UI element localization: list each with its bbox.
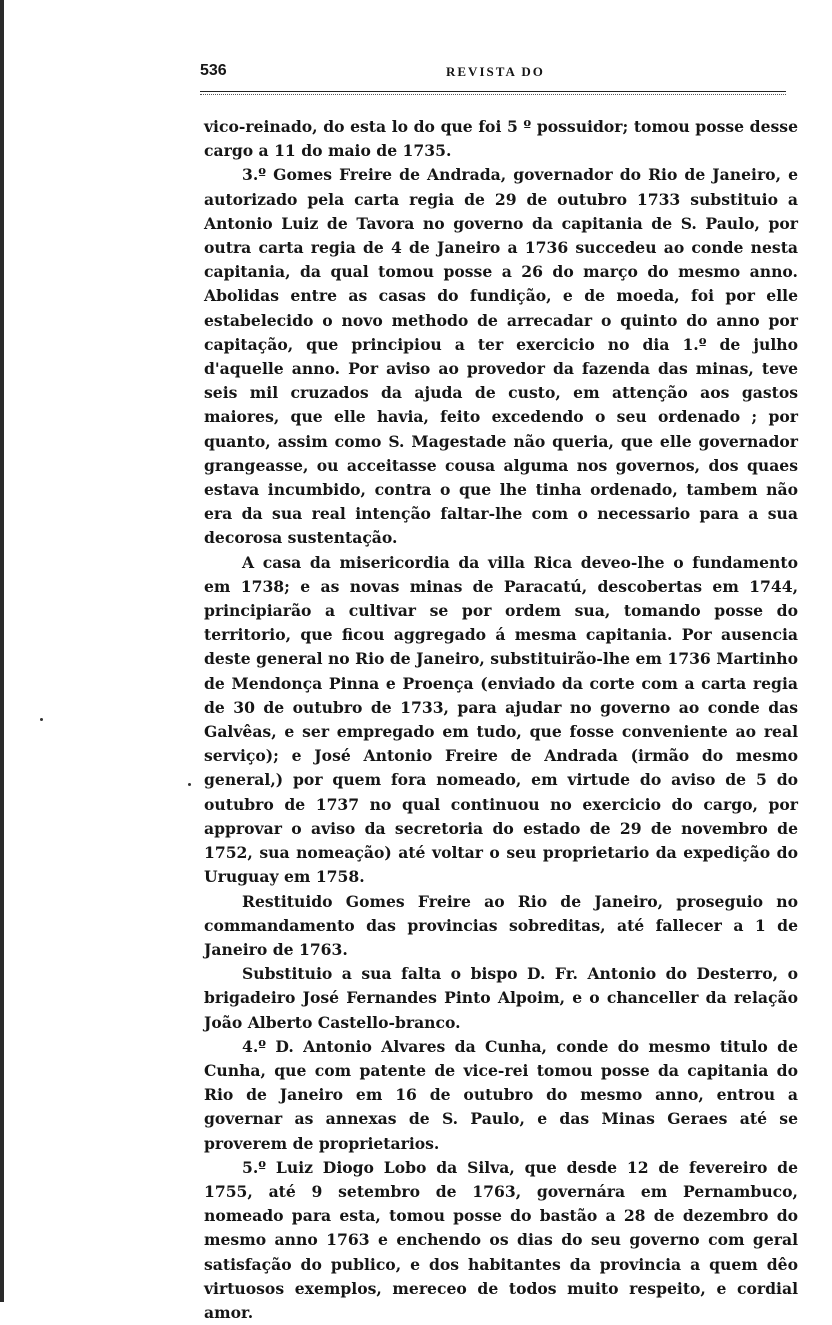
running-head: REVISTA DO — [446, 64, 545, 79]
paragraph: 5.º Luiz Diogo Lobo da Silva, que desde 12 de fevereiro de 1755, até 9 setembro de 1763, governára em Pernambuco, nomeado para esta, tomou posse do bastão a 28 de dezembro do mesmo anno 1763 e enchendo os dias do seu governo com geral satisfação do publico, e dos habitantes da provincia a quem dêo virtuosos exemplos, mereceo de todos muito respeito, e cordial amor. — [204, 1157, 798, 1322]
paragraph: 3.º Gomes Freire de Andrada, governador do Rio de Janeiro, e autorizado pela carta regia de 29 de outubro 1733 substituio a Antonio Luiz de Tavora no governo da capitania de S. Paulo, por outra carta regia de 4 de Janeiro a 1736 succedeu ao conde nesta capitania, da qual tomou posse a 26 do março do mesmo anno. Abolidas entre as casas do fundição, e de moeda, foi por elle estabelecido o novo methodo de arrecadar o quinto do anno por capitação, que principiou a ter exercicio no dia 1.º de julho d'aquelle anno. Por aviso ao provedor da fazenda das minas, teve seis mil cruzados da ajuda de custo, em attenção aos gastos maiores, que elle havia, feito excedendo o seu ordenado ; por quanto, assim como S. Magestade não queria, que elle governador grangeasse, ou acceitasse cousa alguma nos governos, dos quaes estava incumbido, contra o que lhe tinha ordenado, tambem não era da sua real intenção faltar-lhe com o necessario para a sua decorosa sustentação. — [204, 165, 798, 548]
header-rule — [200, 91, 786, 92]
page-binding-edge — [0, 0, 4, 1302]
paragraph: 4.º D. Antonio Alvares da Cunha, conde do mesmo titulo de Cunha, que com patente de vice-rei tomou posse da capitania do Rio de Janeiro em 16 de outubro do mesmo anno, entrou a governar as annexas de S. Paulo, e das Minas Geraes até se proverem de proprietarios. — [204, 1036, 798, 1153]
paragraph: Substituio a sua falta o bispo D. Fr. Antonio do Desterro, o brigadeiro José Fernandes Pinto Alpoim, e o chanceller da relação João Alberto Castello-branco. — [204, 964, 798, 1032]
header-rule-dotted — [200, 94, 786, 95]
paragraph: Restituido Gomes Freire ao Rio de Janeiro, proseguio no commandamento das provincias sobreditas, até fallecer a 1 de Janeiro de 1763. — [204, 891, 798, 959]
paragraph: vico-reinado, do esta lo do que foi 5 º possuidor; tomou posse desse cargo a 11 do maio de 1735. — [204, 117, 798, 161]
print-speck — [188, 783, 191, 786]
print-speck — [40, 718, 43, 721]
page-number: 536 — [200, 62, 227, 79]
page-header — [200, 62, 788, 86]
paragraph: A casa da misericordia da villa Rica deveo-lhe o fundamento em 1738; e as novas minas de Paracatú, descobertas em 1744, principiarão a cultivar se por ordem sua, tomando posse do territorio, que ficou aggregado á mesma capitania. Por ausencia deste general no Rio de Janeiro, substituirão-lhe em 1736 Martinho de Mendonça Pinna e Proença (enviado da corte com a carta regia de 30 de outubro de 1733, para ajudar no governo ao conde das Galvêas, e ser empregado em tudo, que fosse conveniente ao real serviço); e José Antonio Freire de Andrada (irmão do mesmo general,) por quem fora nomeado, em virtude do aviso de 5 do outubro de 1737 no qual continuou no exercicio do cargo, por approvar o aviso da secretoria do estado de 29 de novembro de 1752, sua nomeação) até voltar o seu proprietario da expedição do Uruguay em 1758. — [204, 552, 798, 887]
body-text — [204, 115, 798, 1325]
